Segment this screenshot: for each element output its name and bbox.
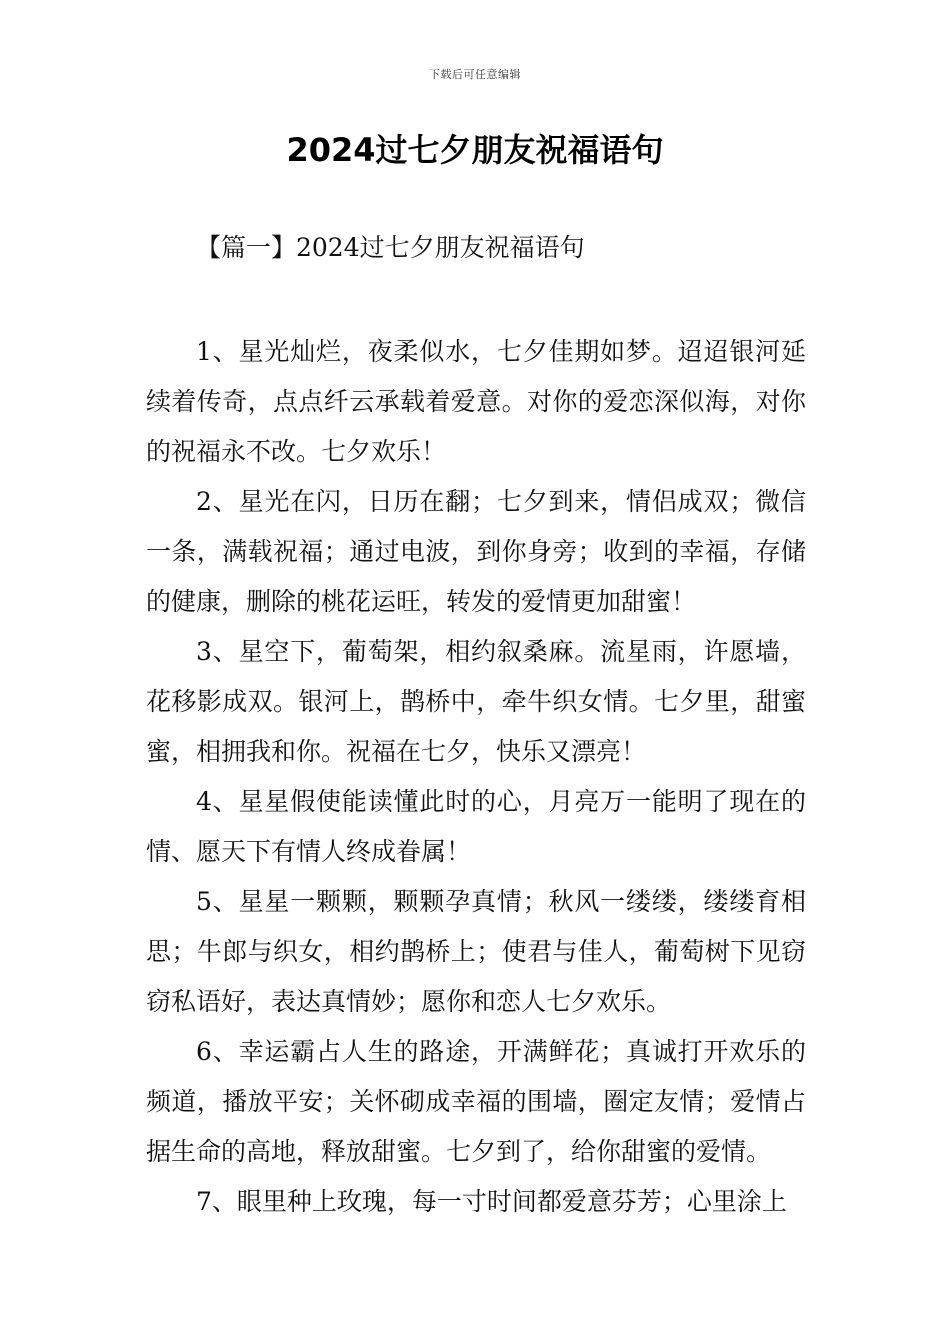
paragraph-3: 3、星空下，葡萄架，相约叙桑麻。流星雨，许愿墙，花移影成双。银河上，鹊桥中，牵牛织女情。七夕里，甜蜜蜜，相拥我和你。祝福在七夕，快乐又漂亮！ [146, 637, 806, 766]
document-title: 2024过七夕朋友祝福语句 [286, 131, 664, 169]
paragraph-1: 1、星光灿烂，夜柔似水，七夕佳期如梦。迢迢银河延续着传奇，点点纤云承载着爱意。对你的爱恋深似海，对你的祝福永不改。七夕欢乐！ [146, 337, 806, 466]
section-heading: 【篇一】2024过七夕朋友祝福语句 [196, 233, 585, 262]
paragraph-2: 2、星光在闪，日历在翻；七夕到来，情侣成双；微信一条，满载祝福；通过电波，到你身旁；收到的幸福，存储的健康，删除的桃花运旺，转发的爱情更加甜蜜！ [146, 487, 806, 616]
paragraph-4: 4、星星假使能读懂此时的心，月亮万一能明了现在的情、愿天下有情人终成眷属！ [146, 787, 806, 866]
document-body [146, 327, 806, 1227]
header-note: 下载后可任意编辑 [429, 68, 521, 81]
paragraph-7: 7、眼里种上玫瑰，每一寸时间都爱意芬芳；心里涂上 [196, 1187, 787, 1216]
paragraph-5: 5、星星一颗颗，颗颗孕真情；秋风一缕缕，缕缕育相思；牛郎与织女，相约鹊桥上；使君与佳人，葡萄树下见窃窃私语好，表达真情妙；愿你和恋人七夕欢乐。 [146, 887, 806, 1016]
paragraph-6: 6、幸运霸占人生的路途，开满鲜花；真诚打开欢乐的频道，播放平安；关怀砌成幸福的围墙，圈定友情；爱情占据生命的高地，释放甜蜜。七夕到了，给你甜蜜的爱情。 [146, 1037, 806, 1166]
